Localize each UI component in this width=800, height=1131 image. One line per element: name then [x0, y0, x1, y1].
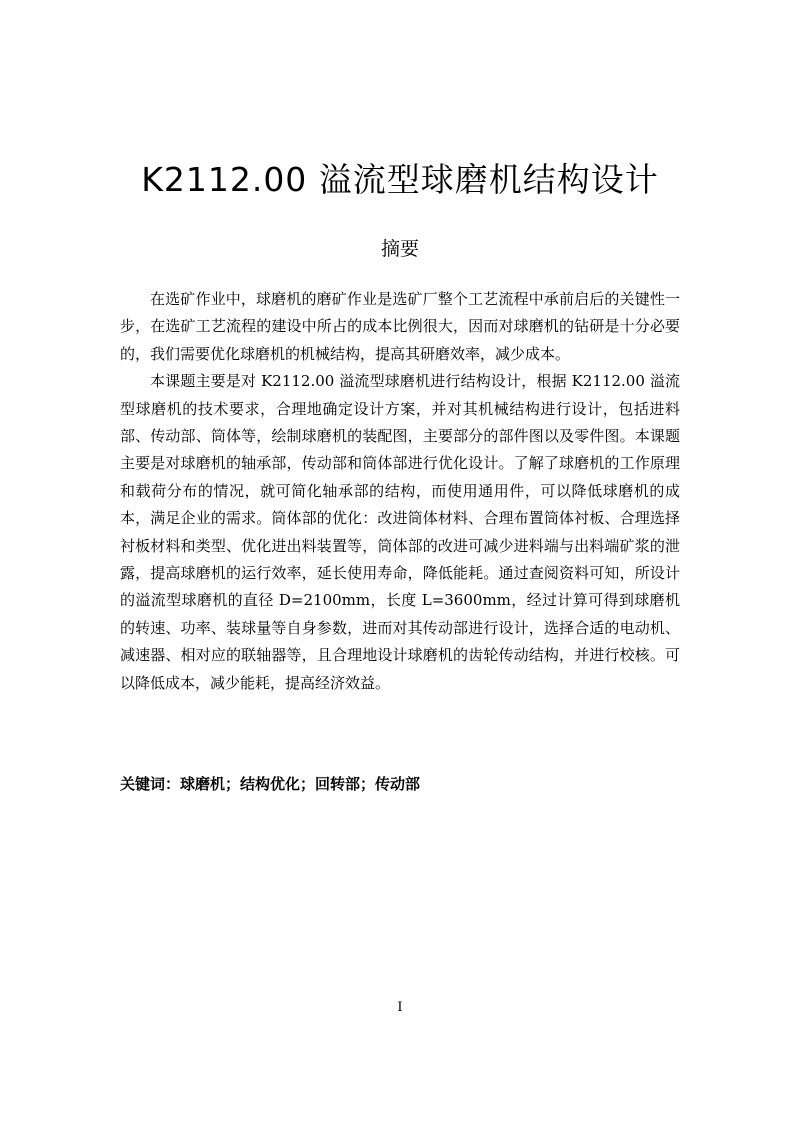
- page-number: I: [397, 1000, 403, 1015]
- keywords-line: 关键词：球磨机；结构优化；回转部；传动部: [120, 775, 421, 793]
- abstract-paragraph: 本课题主要是对 K2112.00 溢流型球磨机进行结构设计，根据 K2112.00 溢流型球磨机的技术要求，合理地确定设计方案，并对其机械结构进行设计，包括进料部、传动部、筒体等，绘制球磨机的装配图，主要部分的部件图以及零件图。本课题主要是对球磨机的轴承部，传动部和筒体部进行优化设计。了解了球磨机的工作原理和载荷分布的情况，就可简化轴承部的结构，而使用通用件，可以降低球磨机的成本，满足企业的需求。筒体部的优化：改进筒体材料、合理布置筒体衬板、合理选择衬板材料和类型、优化进出料装置等，筒体部的改进可减少进料端与出料端矿浆的泄露，提高球磨机的运行效率，延长使用寿命，降低能耗。通过查阅资料可知，所设计的溢流型球磨机的直径 D=2100mm，长度 L=3600mm，经过计算可得到球磨机的转速、功率、装球量等自身参数，进而对其传动部进行设计，选择合适的电动机、减速器、相对应的联轴器等，且合理地设计球磨机的齿轮传动结构，并进行校核。可以降低成本，减少能耗，提高经济效益。: [120, 372, 680, 692]
- document-title: K2112.00 溢流型球磨机结构设计: [141, 160, 659, 199]
- abstract-heading: 摘要: [380, 238, 419, 260]
- abstract-body: [120, 286, 680, 697]
- abstract-paragraph: 在选矿作业中，球磨机的磨矿作业是选矿厂整个工艺流程中承前启后的关键性一步，在选矿工艺流程的建设中所占的成本比例很大，因而对球磨机的钻研是十分必要的，我们需要优化球磨机的机械结构，提高其研磨效率，减少成本。: [120, 290, 680, 363]
